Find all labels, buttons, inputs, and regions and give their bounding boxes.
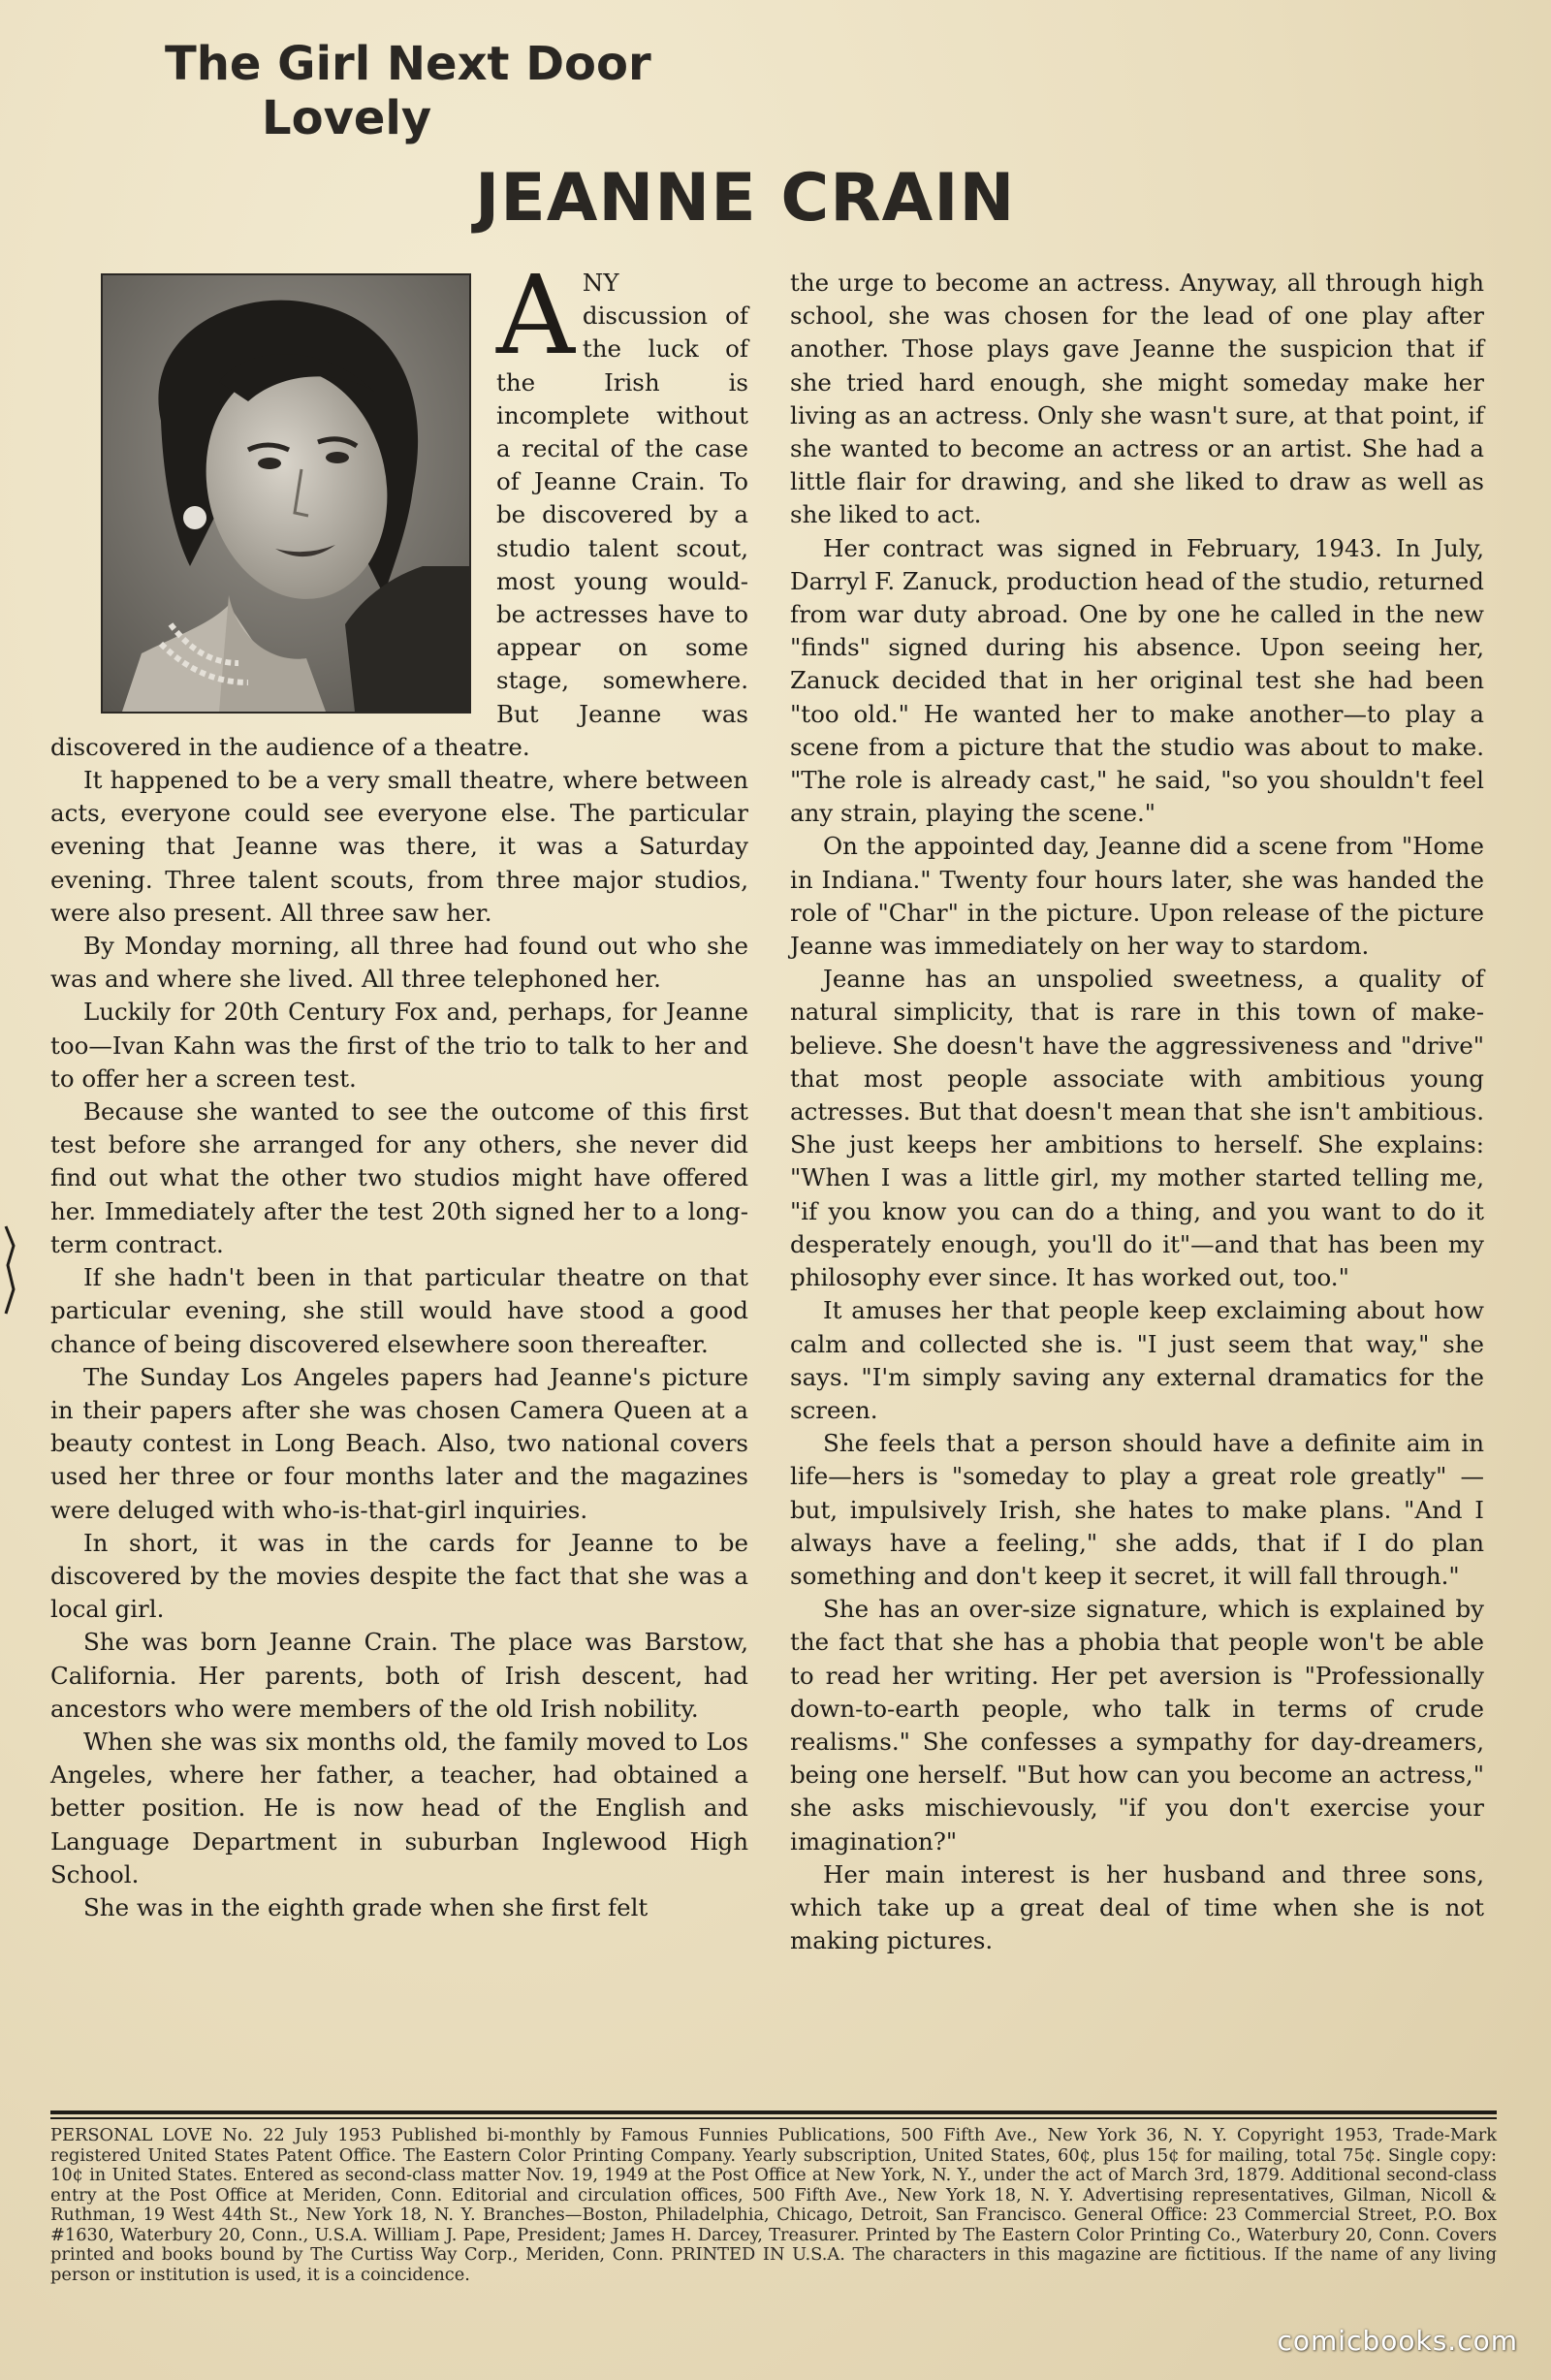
article-paragraph: By Monday morning, all three had found out who she was and where she lived. All three telephoned her. — [50, 932, 748, 994]
article-paragraph: The Sunday Los Angeles papers had Jeanne's picture in their papers after she was chosen Camera Queen at a beauty contest in Long Beach. Also, two national covers used her three or four months later and the magazines were deluged with who-is-that-girl inquiries. — [50, 1362, 748, 1524]
article-paragraph: It amuses her that people keep exclaiming about how calm and collected she is. "I just seem that way," she says. "I'm simply saving any external dramatics for the screen. — [790, 1296, 1484, 1424]
article-paragraph: the urge to become an actress. Anyway, all through high school, she was chosen for the lead of one play after another. Those plays gave Jeanne the suspicion that if she tried hard enough, she might someday make her living as an actress. Only she wasn't sure, at that point, if she wanted to become an actress or an artist. She had a little flair for drawing, and she liked to draw as well as she liked to act. — [790, 269, 1484, 529]
footer-rule-thick — [50, 2110, 1497, 2114]
article-paragraph: If she hadn't been in that particular theatre on that particular evening, she still would have stood a good chance of being discovered elsewhere soon thereafter. — [50, 1263, 748, 1358]
article-paragraph: When she was six months old, the family moved to Los Angeles, where her father, a teacher, had obtained a better position. He is now head of the English and Language Department in suburban Inglewood High School. — [50, 1727, 748, 1888]
watermark: comicbooks.com — [1277, 2325, 1518, 2357]
kicker-title — [165, 37, 651, 145]
article-paragraph: She was in the eighth grade when she first felt — [83, 1892, 649, 1921]
article-column-left — [50, 253, 748, 1924]
article-paragraph: Jeanne has an unspolied sweetness, a quality of natural simplicity, that is rare in this town of make-believe. She doesn't have the aggressiveness and "drive" that most people associate with ambitious young actresses. But that doesn't mean that she isn't ambitious. She just keeps her ambitions to herself. She explains: "When I was a little girl, my mother started telling me, "if you know you can do a thing, and you want to do it desperately enough, you'll do it"—and that has been my philosophy ever since. It has worked out, too." — [790, 965, 1484, 1292]
article-paragraph: Because she wanted to see the outcome of this first test before she arranged for any others, she never did find out what the other two studios might have offered her. Immediately after the test 20th signed her to a long-term contract. — [50, 1097, 748, 1258]
kicker-line-1: The Girl Next Door — [165, 37, 651, 91]
article-headline: JEANNE CRAIN — [475, 160, 1016, 237]
article-paragraph: It happened to be a very small theatre, where between acts, everyone could see everyone else. The particular evening that Jeanne was there, it was a Saturday evening. Three talent scouts, from three major studios, were also present. All three saw her. — [50, 766, 748, 927]
drop-cap: A — [496, 253, 575, 379]
article-paragraph: In short, it was in the cards for Jeanne to be discovered by the movies despite the fact that she was a local girl. — [50, 1528, 748, 1624]
page-edge-mark-icon — [0, 1217, 19, 1333]
article-paragraph: Her contract was signed in February, 1943. In July, Darryl F. Zanuck, production head of the studio, returned from war duty abroad. One by one he called in the new "finds" signed during his absence. Upon seeing her, Zanuck decided that in her original test she had been "too old." He wanted her to make another—to play a scene from a picture that the studio was about to make. "The role is already cast," he said, "so you shouldn't feel any strain, playing the scene." — [790, 533, 1484, 828]
publication-imprint: PERSONAL LOVE No. 22 July 1953 Published bi-monthly by Famous Funnies Publications, 500 Fifth Ave., New York 36, N. Y. Copyright 1953, Trade-Mark registered United States Patent Office. The Eastern Color Printing Company. Yearly subscription, United States, 60¢, plus 15¢ for mailing, total 75¢. Single copy: 10¢ in United States. Entered as second-class matter Nov. 19, 1949 at the Post Office at New York, N. Y., under the act of March 3rd, 1879. Additional second-class entry at the Post Office at Meriden, Conn. Editorial and circulation offices, 500 Fifth Ave., New York 18, N. Y. Advertising representatives, Gilman, Nicoll & Ruthman, 19 West 44th St., New York 18, N. Y. Branches—Boston, Philadelphia, Chicago, Detroit, San Francisco. General Office: 23 Commercial Street, P.O. Box #1630, Waterbury 20, Conn., U.S.A. William J. Pape, President; James H. Darcey, Treasurer. Printed by The Eastern Color Printing Co., Waterbury 20, Conn. Covers printed and books bound by The Curtiss Way Corp., Meriden, Conn. PRINTED IN U.S.A. The characters in this magazine are fictitious. If the name of any living person or institution is used, it is a coincidence. — [50, 2125, 1497, 2285]
article-paragraph: Her main interest is her husband and three sons, which take up a great deal of time when she is not making pictures. — [790, 1859, 1484, 1955]
article-paragraph: She was born Jeanne Crain. The place was Barstow, California. Her parents, both of Irish descent, had ancestors who were members of the old Irish nobility. — [50, 1628, 748, 1723]
kicker-line-2: Lovely — [262, 91, 432, 145]
footer-rule-thin — [50, 2117, 1497, 2119]
article-column-right — [790, 267, 1484, 1957]
article-paragraph: She feels that a person should have a definite aim in life—hers is "someday to play a great role greatly" — but, impulsively Irish, she hates to make plans. "And I always have a feeling," she adds, that if I do plan something and don't keep it secret, it will fall through." — [790, 1429, 1484, 1590]
article-paragraph: ANY discussion of the luck of the Irish is incomplete without a recital of the case of Jeanne Crain. To be discovered by a studio talent scout, most young would-be actresses have to appear on some stage, somewhere. But Jeanne was discovered in the audience of a theatre. — [50, 253, 748, 761]
article-paragraph: Luckily for 20th Century Fox and, perhaps, for Jeanne too—Ivan Kahn was the first of the trio to talk to her and to offer her a screen test. — [50, 998, 748, 1093]
article-paragraph: On the appointed day, Jeanne did a scene from "Home in Indiana." Twenty four hours later, she was handed the role of "Char" in the picture. Upon release of the picture Jeanne was immediately on her way to stardom. — [790, 832, 1484, 961]
photo-wrap-space — [50, 267, 496, 720]
article-paragraph: She has an over-size signature, which is explained by the fact that she has a phobia that people won't be able to read her writing. Her pet aversion is "Professionally down-to-earth people, who talk in terms of crude realisms." She confesses a sympathy for day-dreamers, being one herself. "But how can you become an actress," she asks mischievously, "if you don't exercise your imagination?" — [790, 1595, 1484, 1856]
